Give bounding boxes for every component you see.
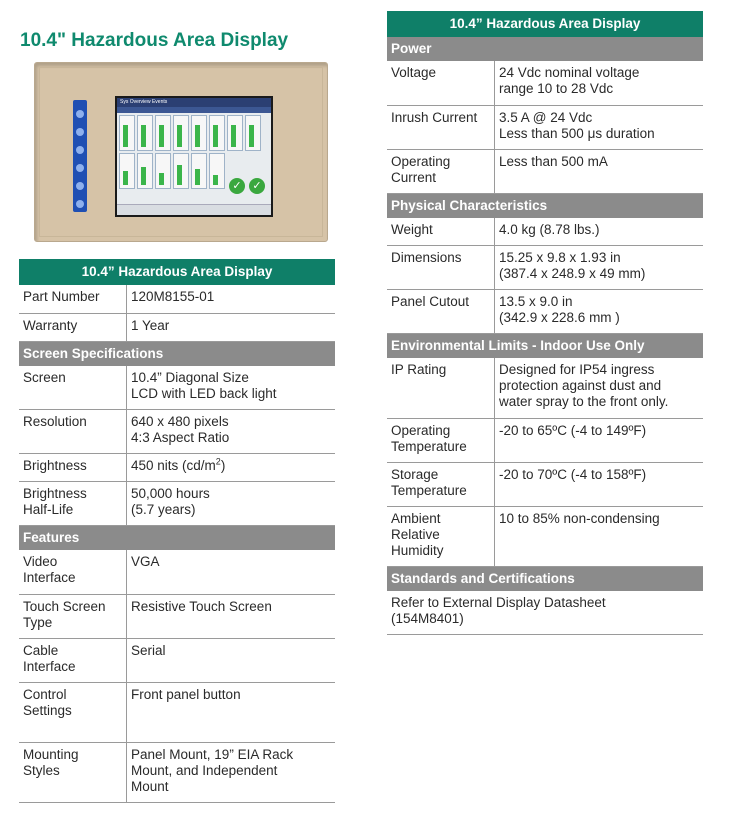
table-row	[387, 462, 703, 506]
spec-table-right	[387, 11, 703, 635]
row-value: -20 to 70ºC (-4 to 158ºF)	[495, 462, 704, 506]
row-value: Less than 500 mA	[495, 149, 704, 193]
table-header: 10.4” Hazardous Area Display	[387, 11, 703, 37]
row-value: Refer to External Display Datasheet (154M8401)	[387, 591, 703, 635]
row-label: Voltage	[387, 61, 495, 105]
table-row	[19, 742, 335, 802]
table-row	[387, 105, 703, 149]
table-row	[387, 506, 703, 566]
section-heading: Environmental Limits - Indoor Use Only	[387, 334, 703, 359]
table-row	[19, 410, 335, 454]
row-label: Mounting Styles	[19, 742, 127, 802]
table-row	[19, 482, 335, 526]
row-label: Panel Cutout	[387, 290, 495, 334]
table-row	[387, 591, 703, 635]
row-value: 120M8155-01	[127, 285, 336, 313]
row-label: Touch Screen Type	[19, 594, 127, 638]
row-label: Storage Temperature	[387, 462, 495, 506]
check-icon: ✓	[229, 178, 245, 194]
row-value: -20 to 65ºC (-4 to 149ºF)	[495, 418, 704, 462]
row-label: Weight	[387, 218, 495, 246]
row-value: Serial	[127, 638, 336, 682]
row-label: Screen	[19, 366, 127, 410]
row-label: IP Rating	[387, 358, 495, 418]
row-value: 24 Vdc nominal voltage range 10 to 28 Vdc	[495, 61, 704, 105]
row-value: 50,000 hours (5.7 years)	[127, 482, 336, 526]
row-value: 13.5 x 9.0 in (342.9 x 228.6 mm )	[495, 290, 704, 334]
row-label: Video Interface	[19, 550, 127, 594]
product-photo	[34, 62, 328, 244]
row-value: Panel Mount, 19” EIA Rack Mount, and Independent Mount	[127, 742, 336, 802]
row-value: Front panel button	[127, 682, 336, 742]
table-row	[19, 366, 335, 410]
row-value: VGA	[127, 550, 336, 594]
section-heading: Physical Characteristics	[387, 193, 703, 218]
row-value: 3.5 A @ 24 Vdc Less than 500 μs duration	[495, 105, 704, 149]
table-row	[387, 246, 703, 290]
row-label: Cable Interface	[19, 638, 127, 682]
row-label: Part Number	[19, 285, 127, 313]
display-screen	[115, 96, 273, 217]
row-label: Ambient Relative Humidity	[387, 506, 495, 566]
screen-header: Sys Overview Events	[117, 98, 271, 107]
row-label: Brightness	[19, 454, 127, 482]
table-row	[387, 218, 703, 246]
display-bezel	[34, 62, 328, 242]
row-label: Dimensions	[387, 246, 495, 290]
table-row	[19, 682, 335, 742]
table-header: 10.4” Hazardous Area Display	[19, 259, 335, 285]
row-value: 4.0 kg (8.78 lbs.)	[495, 218, 704, 246]
row-value: 10 to 85% non-condensing	[495, 506, 704, 566]
row-value: 450 nits $(cd/m^2)$	[127, 454, 336, 482]
front-keypad	[73, 100, 87, 212]
table-row	[387, 61, 703, 105]
row-value: Resistive Touch Screen	[127, 594, 336, 638]
section-heading: Power	[387, 37, 703, 61]
table-row	[19, 550, 335, 594]
page-title: 10.4" Hazardous Area Display	[20, 30, 289, 51]
row-label: Inrush Current	[387, 105, 495, 149]
row-value: 15.25 x 9.8 x 1.93 in (387.4 x 248.9 x 49 mm)	[495, 246, 704, 290]
row-value: Designed for IP54 ingress protection against dust and water spray to the front only.	[495, 358, 704, 418]
section-heading: Features	[19, 526, 335, 551]
row-label: Resolution	[19, 410, 127, 454]
table-row	[387, 290, 703, 334]
table-row	[387, 418, 703, 462]
row-value: 10.4” Diagonal Size LCD with LED back light	[127, 366, 336, 410]
row-value: 1 Year	[127, 313, 336, 341]
row-label: Warranty	[19, 313, 127, 341]
row-label: Control Settings	[19, 682, 127, 742]
table-row	[19, 454, 335, 482]
spec-table-left	[19, 259, 335, 803]
table-row	[387, 358, 703, 418]
table-row	[387, 149, 703, 193]
section-heading: Standards and Certifications	[387, 566, 703, 591]
row-label: Operating Temperature	[387, 418, 495, 462]
check-icon: ✓	[249, 178, 265, 194]
row-label: Operating Current	[387, 149, 495, 193]
table-row	[19, 594, 335, 638]
section-heading: Screen Specifications	[19, 341, 335, 366]
table-row	[19, 638, 335, 682]
row-value: 640 x 480 pixels 4:3 Aspect Ratio	[127, 410, 336, 454]
table-row	[19, 313, 335, 341]
row-label: Brightness Half-Life	[19, 482, 127, 526]
table-row	[19, 285, 335, 313]
